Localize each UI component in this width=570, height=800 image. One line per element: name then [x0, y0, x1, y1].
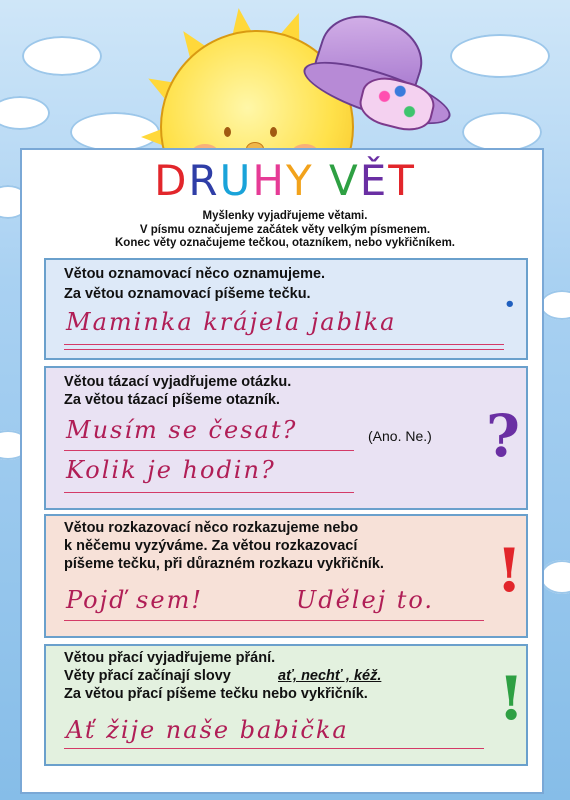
- rule-text: Větou přací vyjadřujeme přání.: [64, 650, 276, 666]
- intro-text: [60, 210, 510, 251]
- rule-text: Za větou přací píšeme tečku nebo vykřičník.: [64, 686, 368, 702]
- exclamation-mark-icon: !: [496, 536, 523, 606]
- exclamation-mark-icon: !: [498, 664, 525, 734]
- intro-line: V písmu označujeme začátek věty velkým písmenem.: [139, 223, 431, 236]
- cursive-example: Musím se česat?: [66, 416, 298, 444]
- cursive-example: Kolik je hodin?: [66, 456, 276, 484]
- rule-text: k něčemu vyzýváme. Za větou rozkazovací: [64, 538, 358, 554]
- rule-text: Větou tázací vyjadřujeme otázku.: [64, 374, 292, 390]
- rule-text: Větou rozkazovací něco rozkazujeme nebo: [64, 520, 359, 536]
- title-letter: R: [188, 156, 220, 205]
- period-mark-icon: •: [504, 294, 516, 315]
- title-letter: Y: [285, 156, 314, 205]
- rule-text: Za větou oznamovací píšeme tečku.: [64, 286, 311, 302]
- section-rozkazovaci: [44, 514, 528, 638]
- title-letter: U: [219, 156, 253, 205]
- title-space: [314, 156, 329, 205]
- answer-hint: (Ano. Ne.): [368, 428, 432, 444]
- page-title: [0, 156, 570, 205]
- title-letter: V: [328, 156, 360, 205]
- title-letter: H: [252, 156, 286, 205]
- cursive-example: Udělej to.: [296, 586, 435, 614]
- cursive-example: Maminka krájela jablka: [66, 308, 397, 336]
- cursive-example: Pojď sem!: [66, 586, 203, 614]
- section-oznamovaci: [44, 258, 528, 360]
- section-praci: [44, 644, 528, 766]
- rule-text: Za větou tázací píšeme otazník.: [64, 392, 280, 408]
- rule-text: Větou oznamovací něco oznamujeme.: [64, 266, 326, 282]
- intro-line: Konec věty označujeme tečkou, otazníkem, nebo vykřičníkem.: [114, 237, 455, 249]
- section-tazaci: [44, 366, 528, 510]
- keyword-list: ať, nechť , kéž.: [278, 668, 382, 684]
- cursive-example: Ať žije naše babička: [66, 716, 349, 744]
- cloud-right-mid: [462, 112, 542, 152]
- rule-text: Věty přací začínají slovy: [64, 668, 231, 684]
- question-mark-icon: ?: [486, 402, 520, 470]
- title-letter: T: [388, 156, 416, 205]
- title-letter: Ě: [359, 156, 389, 205]
- intro-line: Myšlenky vyjadřujeme větami.: [202, 210, 368, 222]
- title-letter: D: [154, 156, 189, 205]
- rule-text: píšeme tečku, při důrazném rozkazu vykřičník.: [64, 556, 384, 572]
- cloud-left-top: [22, 36, 102, 76]
- cloud-right-top: [450, 34, 550, 78]
